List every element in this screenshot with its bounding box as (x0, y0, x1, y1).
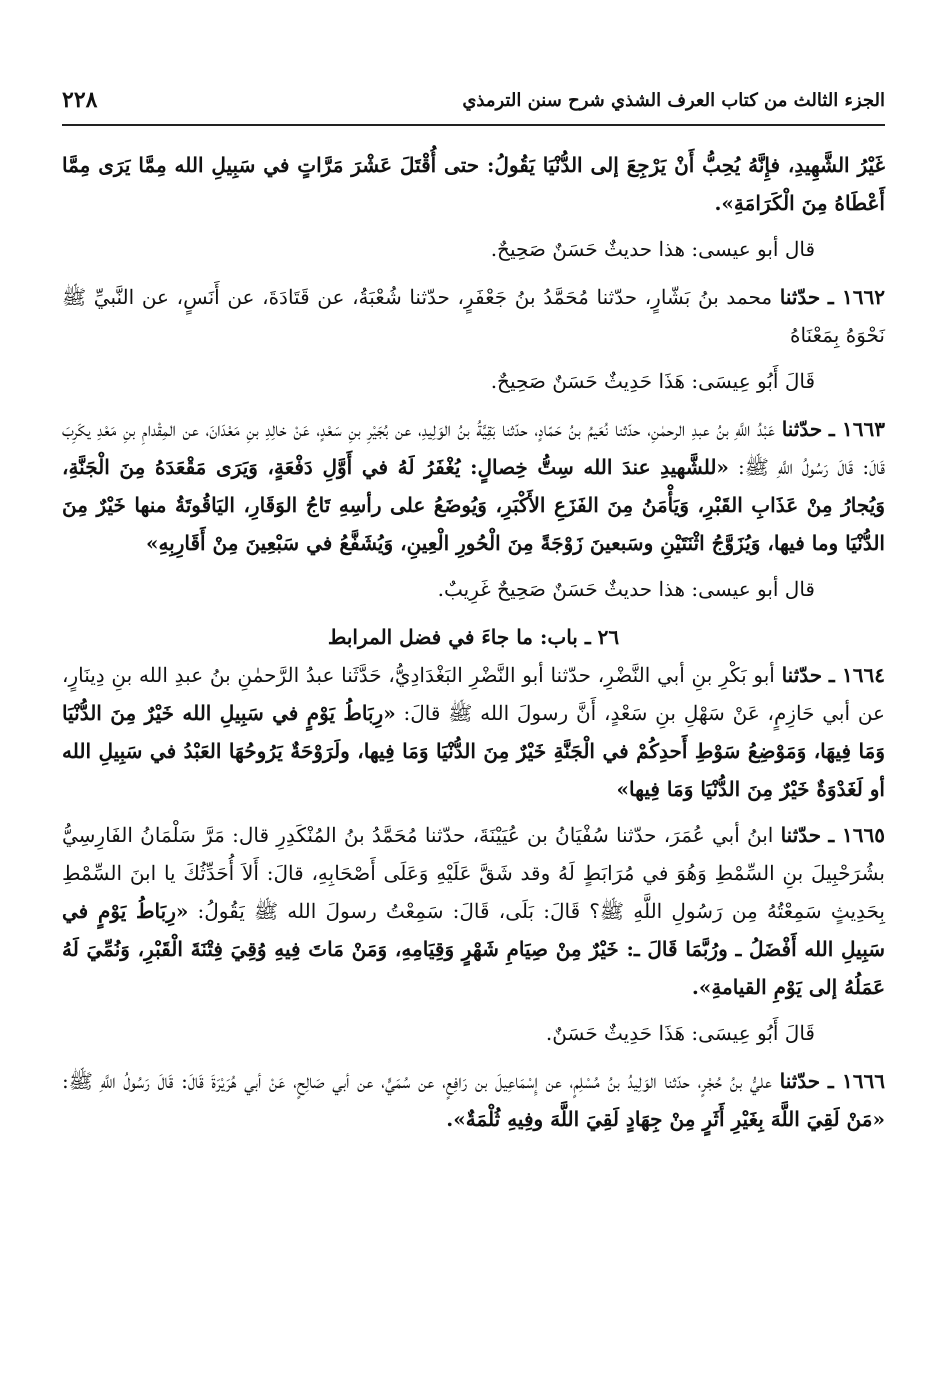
hadith-opening: حدّثنا (779, 1069, 821, 1093)
hadith-matn: «رِبَاطُ يَوْمٍ في سَبِيلِ الله أَفْضَلُ ـ ورُبَّمَا قَالَ ـ: خَيْرٌ مِنْ صِيَامِ شَهْرٍ وَقِيَامِهِ، وَمَنْ مَاتَ فِيهِ وُقِيَ فِتْنَةَ الْقَبْرِ، وَنُمِّيَ لَهُ عَمَلُهُ إلى يَوْمِ القيامةِ». (62, 899, 885, 999)
chapter-heading: ٢٦ ـ باب: ما جاءَ في فضل المرابط (327, 625, 620, 649)
hadith-1662 (62, 278, 885, 354)
hadith-opening: حدّثنا (779, 285, 821, 309)
running-title: الجزء الثالث من كتاب العرف الشذي شرح سنن الترمذي (462, 89, 885, 111)
hadith-number: ١٦٦٤ ـ (828, 663, 886, 687)
hadith-isnad: عليُّ بنُ حُجْرٍ، حدّثنا الوَلِيدُ بنُ مُسْلِمٍ، عن إِسْمَاعِيلَ بن رَافِعٍ، عن سُمَيٍّ، عن أبي صَالِحٍ، عَنْ أبي هُرَيْرَةَ قَالَ: قَالَ رَسُولُ اللَّهِ ﷺ: (62, 1069, 772, 1093)
hadith-matn: غَيْرُ الشَّهِيدِ، فإِنَّهُ يُحِبُّ أَنْ يَرْجِعَ إلى الدُّنْيَا يَقُولُ: حتى أُقْتَلَ عَشْرَ مَرَّاتٍ في سَبِيلِ الله مِمَّا يَرَى مِمَّا أَعْطَاهُ مِنَ الْكَرَامَةِ». (62, 153, 885, 215)
hadith-1663 (62, 410, 885, 562)
hadith-isnad: عَبْدُ اللَّهِ بنُ عبدِ الرحمٰنِ، حدّثنا نُعَيمُ بنُ حَمّادٍ، حدّثنا بَقِيَّةُ بنُ الوَلِيدِ، عن بُجَيْرِ بنِ سَعْدٍ، عَنْ خالِدِ بنِ مَعْدَانَ، عن المِقْدامِ بنِ مَعْدِ يكَرِبَ قَالَ: قَالَ رَسُولُ اللَّهِ ﷺ: (62, 417, 886, 479)
hadith-verdict: قال أبو عيسى: هذا حديثٌ حَسَنٌ صَحِيحٌ غَرِيبٌ. (437, 577, 815, 601)
hadith-matn: «مَنْ لَقِيَ اللَّهَ بِغَيْرِ أَثَرٍ مِنْ جِهَادٍ لَقِيَ اللَّهَ وفِيهِ ثُلْمَةٌ». (446, 1107, 885, 1131)
hadith-number: ١٦٦٣ ـ (828, 417, 886, 441)
hadith-1666 (62, 1062, 885, 1138)
page-body (62, 146, 885, 1146)
page-number: ٢٢٨ (62, 87, 98, 113)
hadith-number: ١٦٦٢ ـ (827, 285, 885, 309)
hadith-continuation (62, 146, 885, 222)
hadith-1664 (62, 656, 885, 808)
hadith-opening: حدّثنا (781, 417, 823, 441)
hadith-opening: حدّثنا (780, 823, 822, 847)
hadith-matn: «رِبَاطُ يَوْمٍ في سَبِيلِ الله خَيْرٌ مِنَ الدُّنْيَا وَمَا فِيهَا، وَمَوْضِعُ سَوْطِ أَحدِكُمْ في الْجَنَّةِ خَيْرٌ مِنَ الدُّنْيَا وَمَا فِيها، ولَرَوْحَةٌ يَرُوحُهَا العَبْدُ في سَبِيلِ الله أو لَغَدْوَةٌ خَيْرٌ مِنَ الدُّنْيَا وَمَا فِيها» (62, 701, 885, 801)
hadith-number: ١٦٦٦ ـ (827, 1069, 885, 1093)
hadith-isnad: أبو بَكْرِ بنِ أبي النَّضْرِ، حدّثنا أبو النَّضْرِ البَغْدَادِيُّ، حَدَّثَنا عبدُ الرَّحمٰنِ بنُ عبدِ الله بنِ دِينَارٍ، عن أبي حَازِمٍ، عَنْ سَهْلِ بنِ سَعْدٍ، أَنَّ رسولَ الله ﷺ قالَ: (62, 663, 885, 725)
hadith-1665 (62, 816, 885, 1006)
hadith-number: ١٦٦٥ ـ (828, 823, 886, 847)
page-header (62, 76, 885, 126)
hadith-verdict: قال أبو عيسى: هذا حديثٌ حَسَنٌ صَحِيحٌ. (490, 237, 815, 261)
hadith-matn: «للشَّهيدِ عندَ الله سِتُّ خِصالٍ: يُغْفَرُ لَهُ في أَوَّلِ دَفْعَةٍ، وَيَرَى مَقْعَدَهُ مِنَ الْجَنَّةِ، وَيُجارُ مِنْ عَذَابِ القَبْرِ، وَيَأْمَنُ مِنَ الفَزَعِ الأَكْبَرِ، وَيُوضَعُ على رأسِهِ تَاجُ الوَقَارِ، اليَاقُوتَةُ منها خَيْرٌ مِنَ الدُّنْيَا وما فيها، وَيُزَوَّجُ اثْنَتَيْنِ وسَبعينَ زَوْجَةً مِنَ الْحُورِ الْعِينِ، وَيُشَفَّعُ في سَبْعِينَ مِنْ أَقَارِبِهِ» (62, 455, 885, 555)
hadith-opening: حدّثنا (781, 663, 823, 687)
hadith-isnad: ابنُ أبي عُمَرَ، حدّثنا سُفْيَانُ بن عُيَيْنَةَ، حدّثنا مُحَمَّدُ بنُ المُنْكَدِرِ قال: مَرَّ سَلْمَانُ الفَارِسِيُّ بشُرَحْبِيلَ بنِ السِّمْطِ وَهُوَ في مُرَابَطٍ لَهُ وقد شَقَّ عَلَيْهِ وَعَلَى أَصْحَابِهِ، قالَ: أَلاَ أُحَدِّثُكَ يا ابنَ السِّمْطِ بِحَدِيثٍ سَمِعْتُهُ مِن رَسُولِ اللَّهِ ﷺ؟ قَالَ: بَلَى، قَالَ: سَمِعْتُ رسولَ الله ﷺ يَقُولُ: (62, 823, 885, 923)
hadith-verdict: قَالَ أَبُو عِيسَى: هَذَا حَدِيثٌ حَسَنٌ صَحِيحٌ. (490, 369, 815, 393)
hadith-verdict: قَالَ أَبُو عِيسَى: هَذَا حَدِيثٌ حَسَنٌ. (545, 1021, 815, 1045)
hadith-isnad: محمد بنُ بَشّارٍ، حدّثنا مُحَمَّدُ بنُ جَعْفَرٍ، حدّثنا شُعْبَةُ، عن قَتَادَةَ، عن أَنَسٍ، عن النَّبيِّ ﷺ نَحْوَهُ بِمَعْنَاهُ (62, 285, 885, 347)
